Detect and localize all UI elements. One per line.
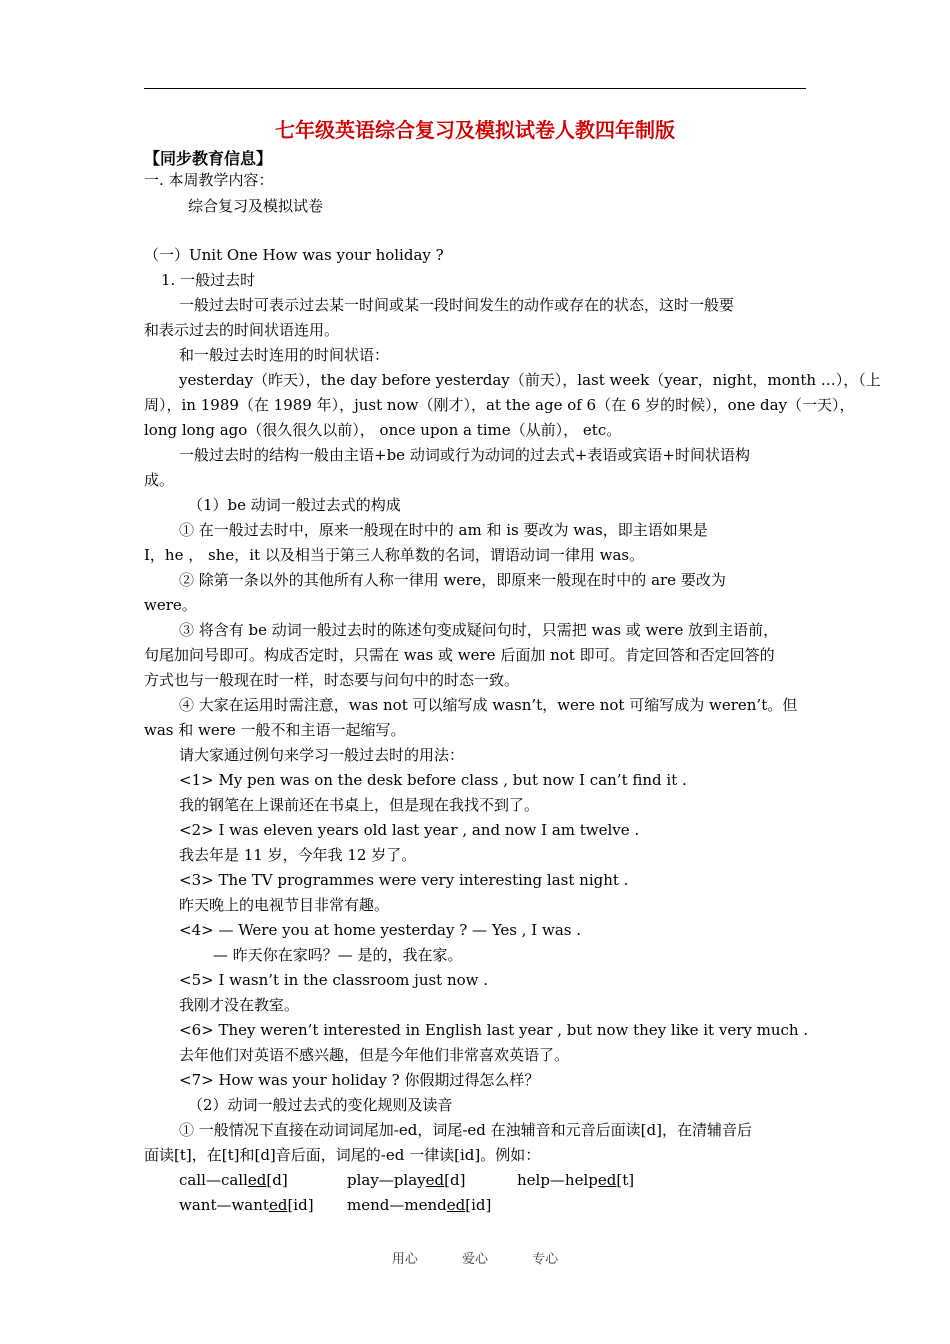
example-sentence: <2> I was eleven years old last year , and now I am twelve . xyxy=(179,821,640,839)
example-translation: 昨天晚上的电视节目非常有趣。 xyxy=(179,896,390,914)
example-translation: 去年他们对英语不感兴趣，但是今年他们非常喜欢英语了。 xyxy=(179,1046,570,1064)
example-sentence: <1> My pen was on the desk before class , but now I can’t find it . xyxy=(179,771,687,789)
text-line: 面读[t]，在[t]和[d]音后面，词尾的-ed 一律读[id]。例如： xyxy=(144,1146,541,1164)
text-line: was 和 were 一般不和主语一起缩写。 xyxy=(144,721,406,739)
text-line: 一般过去时可表示过去某一时间或某一段时间发生的动作或存在的状态，这时一般要 xyxy=(179,296,735,314)
verb-example: want—wanted[id] xyxy=(179,1196,314,1214)
text-line: 综合复习及模拟试卷 xyxy=(188,197,324,215)
footer-text: 专心 xyxy=(532,1252,559,1267)
page-title: 七年级英语综合复习及模拟试卷人教四年制版 xyxy=(275,118,675,142)
example-translation: 我的钢笔在上课前还在书桌上，但是现在我找不到了。 xyxy=(179,796,540,814)
example-sentence: <6> They weren’t interested in English last year , but now they like it very much . xyxy=(179,1021,809,1039)
text-line: 和一般过去时连用的时间状语： xyxy=(179,346,390,364)
text-line: ① 在一般过去时中，原来一般现在时中的 am 和 is 要改为 was，即主语如果是 xyxy=(179,521,708,539)
text-line: I，he ， she，it 以及相当于第三人称单数的名词，谓语动词一律用 was。 xyxy=(144,546,645,564)
text-line: 成。 xyxy=(144,471,175,489)
example-translation: 我刚才没在教室。 xyxy=(179,996,300,1014)
text-line: were。 xyxy=(144,596,197,614)
text-line: ② 除第一条以外的其他所有人称一律用 were，即原来一般现在时中的 are 要改为 xyxy=(179,571,726,589)
text-line: （1）be 动词一般过去式的构成 xyxy=(188,496,401,514)
example-sentence: <7> How was your holiday ? 你假期过得怎么样？ xyxy=(179,1071,540,1089)
text-line: （一）Unit One How was your holiday ? xyxy=(144,246,444,264)
section-header: 【同步教育信息】 xyxy=(144,149,273,168)
example-sentence: <3> The TV programmes were very interesting last night . xyxy=(179,871,629,889)
footer-text: 用心 xyxy=(391,1252,418,1267)
footer-text: 爱心 xyxy=(461,1252,488,1267)
text-line: （2）动词一般过去式的变化规则及读音 xyxy=(188,1096,453,1114)
text-line: 一. 本周教学内容： xyxy=(144,171,274,189)
verb-example: help—helped[t] xyxy=(517,1171,635,1189)
verb-example: play—played[d] xyxy=(347,1171,466,1189)
verb-example: call—called[d] xyxy=(179,1171,288,1189)
text-line: 句尾加问号即可。构成否定时，只需在 was 或 were 后面加 not 即可。肯定回答和否定回答的 xyxy=(144,646,775,664)
page-footer xyxy=(0,1248,950,1267)
text-line: 一般过去时的结构一般由主语+be 动词或行为动词的过去式+表语或宾语+时间状语构 xyxy=(179,446,750,464)
example-sentence: <5> I wasn’t in the classroom just now . xyxy=(179,971,489,989)
verb-example: mend—mended[id] xyxy=(347,1196,492,1214)
text-line: 1. 一般过去时 xyxy=(161,271,256,289)
text-line: 请大家通过例句来学习一般过去时的用法： xyxy=(179,746,465,764)
text-line: 和表示过去的时间状语连用。 xyxy=(144,321,340,339)
example-translation: 我去年是 11 岁，今年我 12 岁了。 xyxy=(179,846,417,864)
text-line: ④ 大家在运用时需注意，was not 可以缩写成 wasn’t，were not 可缩写成为 weren’t。但 xyxy=(179,696,798,714)
text-line: 周），in 1989（在 1989 年），just now（刚才），at the age of 6（在 6 岁的时候），one day（一天）， xyxy=(144,396,855,414)
header-rule xyxy=(144,88,806,89)
example-sentence: <4> — Were you at home yesterday ? — Yes , I was . xyxy=(179,921,582,939)
text-line: ① 一般情况下直接在动词词尾加-ed，词尾-ed 在浊辅音和元音后面读[d]，在清辅音后 xyxy=(179,1121,752,1139)
example-translation: — 昨天你在家吗？— 是的，我在家。 xyxy=(213,946,463,964)
text-line: long long ago（很久很久以前）， once upon a time（从前）， etc。 xyxy=(144,421,622,439)
text-line: 方式也与一般现在时一样，时态要与问句中的时态一致。 xyxy=(144,671,520,689)
text-line: ③ 将含有 be 动词一般过去时的陈述句变成疑问句时，只需把 was 或 were 放到主语前， xyxy=(179,621,779,639)
text-line: yesterday（昨天），the day before yesterday（前天），last week（year，night，month …），（上 xyxy=(179,371,881,389)
